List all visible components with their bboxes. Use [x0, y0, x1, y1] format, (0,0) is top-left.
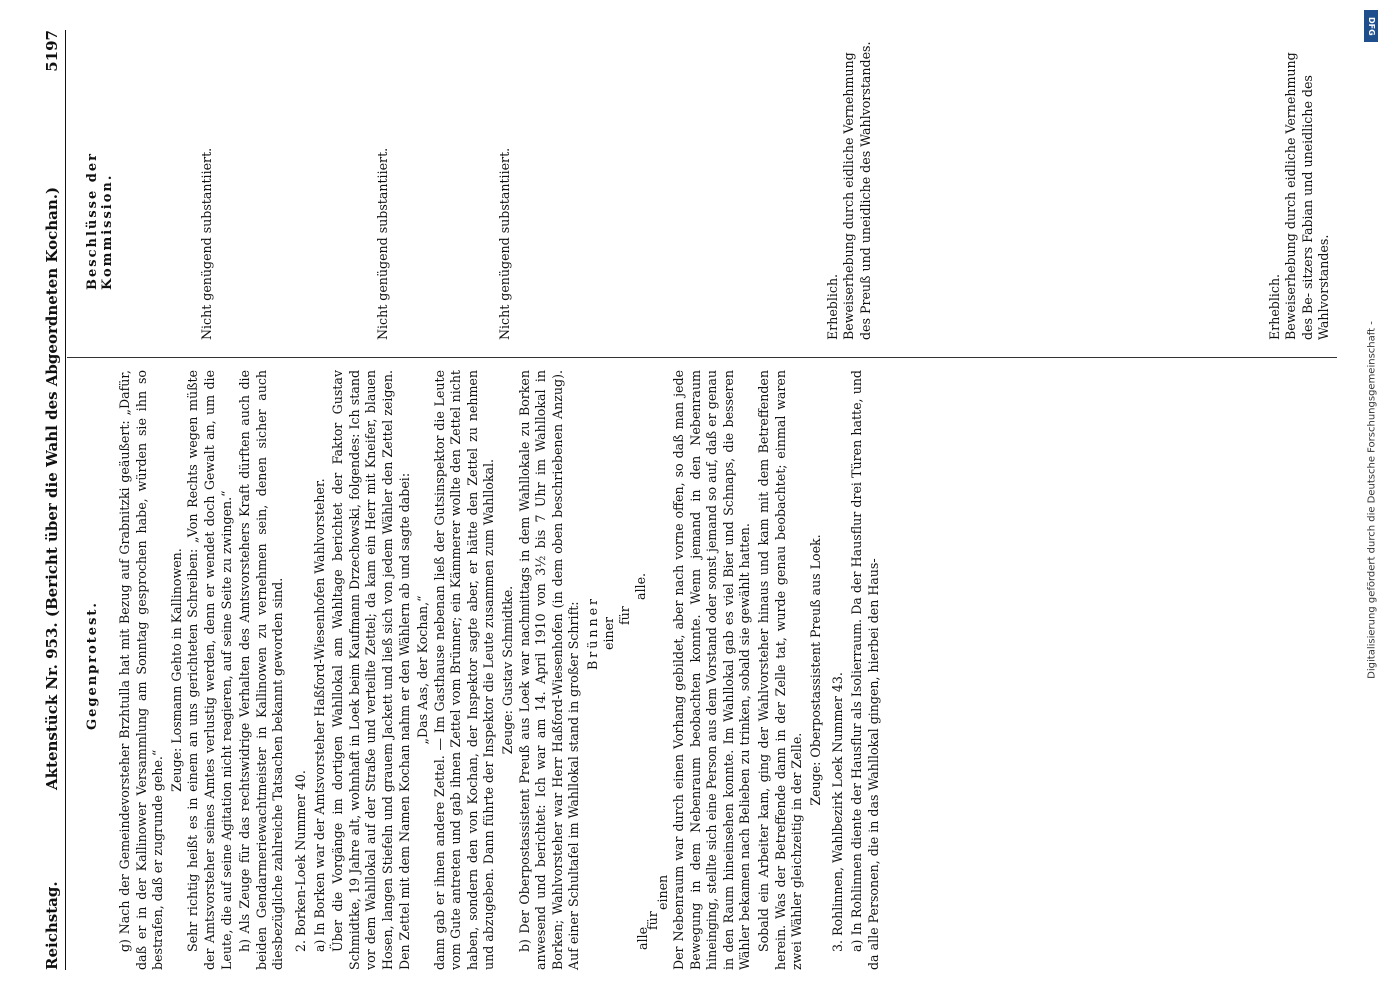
witness-2a: Zeuge: Gustav Schmidtke.	[499, 585, 515, 755]
dfg-logo: DFG	[1364, 10, 1378, 42]
board-line: einer	[600, 616, 616, 650]
paragraph-g: g) Nach der Gemeindevorsteher Brzhtulla hat mit Bezug auf Grabnitzki geäußert: „Dafür, daß er in der Kallinower Versammlung am Sonntag gesprochen habe, würden sie ihn so bestrafen, daß er zugrunde gehe.“	[116, 370, 165, 970]
schoolboard-text	[585, 370, 671, 970]
header-title: Aktenstück Nr. 953. (Bericht über die Wahl des Abgeordneten Kochan.)	[42, 186, 61, 790]
paragraph-g2: Sehr richtig heißt es in einem an uns gerichteten Schreiben: „Von Rechts wegen müßte der Amtsvorsteher seines Amtes verlustig werden, denn er wendet doch Gewalt an, um die Leute, die auf seine Agitation nicht reagieren, auf seine Seite zu zwingen.“	[184, 370, 234, 970]
document-page	[37, 30, 1347, 970]
board-line: für	[616, 606, 632, 625]
left-column-title: Gegenprotest.	[84, 601, 100, 730]
left-column	[117, 370, 1337, 970]
decision-g: Nicht genügend substantiiert.	[198, 147, 214, 340]
decision-h: Nicht genügend substantiiert.	[374, 147, 390, 340]
right-column-title: Beschlüsse der Kommission.	[84, 152, 115, 290]
paragraph-2b: b) Der Oberpostassistent Preuß aus Loek war nachmittags in dem Wahllokale zu Borken anwesend und berichtet: Ich war am 14. April 1910 von 3½ bis 7 Uhr im Wahllokal in Borken; Wahlvorsteher war Herr Haßford-Wiesenhofen (in dem oben beschriebenen Anzug). Auf einer Schultafel im Wahllokal stand in großer Schrift:	[516, 370, 581, 970]
digitization-credit: Digitalisierung gefördert durch die Deutsche Forschungsgemeinschaft -	[1366, 321, 1378, 679]
page-header	[37, 30, 66, 970]
paragraph-h: h) Als Zeuge für das rechtswidrige Verhalten des Amtsvorstehers Kraft dürften auch die beiden Gendarmeriewachtmeister in Kallinowen zu vernehmen sein, denen sicher auch diesbezügliche zahlreiche Tatsachen bekannt geworden sind.	[236, 370, 285, 970]
decision-3a-label: Erheblich.	[1266, 273, 1282, 340]
board-line: alle	[634, 926, 650, 950]
column-divider	[67, 357, 1337, 358]
board-line: alle.	[632, 572, 648, 600]
paragraph-2a: a) In Borken war der Amtsvorsteher Haßford-Wiesenhofen Wahlvorsteher.	[311, 478, 327, 952]
section-3-heading: 3. Rohlinnen, Wahlbezirk Loek Nummer 43.	[829, 672, 845, 952]
paragraph-2a-report: Über die Vorgänge im dortigen Wahllokal am Wahltage berichtet der Faktor Gustav Schmidtke, 19 Jahre alt, wohnhaft in Loek beim Kaufmann Drzechowski, folgendes: Ich stand vor dem Wahllokal auf der Straße und verteilte Zettel; da kam ein Herr mit Kneifer, blauen Hosen, langen Stiefeln und grauem Jackett und ließ sich von jedem Wähler den Zettel zeigen. Den Zettel mit dem Namen Kochan nahm er den Wählern ab und sagte dabei:	[329, 370, 411, 970]
board-line: einen	[654, 874, 670, 910]
paragraph-2a-continued: dann gab er ihnen andere Zettel. — Im Gasthause nebenan ließ der Gutsinspektor die Leute vom Gute antreten und gab ihnen Zettel vom Brünner; ein Kämmerer wollte den Zettel nicht haben, sondern den von Kochan, der Inspektor sagte aber, er hätte den Zettel zu nehmen und abzugeben. Dann führte der Inspektor die Leute zusammen zum Wahllokal.	[431, 370, 496, 970]
page-number: 5197	[42, 30, 61, 72]
decision-2b-text: Beweiserhebung durch eidliche Vernehmung des Preuß und uneidliche des Wahlvorstandes.	[840, 41, 873, 340]
right-column	[117, 30, 1337, 340]
section-2-heading: 2. Borken-Loek Nummer 40.	[292, 770, 308, 952]
witness-g: Zeuge: Losmann Gehto in Kallinowen.	[168, 548, 184, 792]
decision-2b-label: Erheblich.	[824, 273, 840, 340]
quote: „Das Aas, der Kochan,“	[414, 595, 430, 745]
header-left: Reichstag.	[42, 881, 61, 970]
decision-2a: Nicht genügend substantiiert.	[496, 147, 512, 340]
board-line: für	[644, 911, 660, 930]
board-line: Brünner	[584, 595, 600, 670]
paragraph-3a: a) In Rohlinnen diente der Hausflur als Isolierraum. Da der Hausflur drei Türen hatte, und da alle Personen, die in das Wahllokal gingen, hierbei den Haus-	[848, 370, 881, 970]
paragraph-2b-room: Der Nebenraum war durch einen Vorhang gebildet, aber nach vorne offen, so daß man jede Bewegung in dem Nebenraum beobachten konnte. Wenn jemand in den Nebenraum hineinging, stellte sich eine Person aus dem Vorstand oder sonst jemand so auf, daß er genau in den Raum hineinsehen konnte. Im Wahllokal gab es viel Bier und Schnaps, die besseren Wähler bekamen nach Belieben zu trinken, sobald sie gewählt hatten.	[670, 370, 752, 970]
decision-3a-text: Beweiserhebung durch eidliche Vernehmung des Be- sitzers Fabian und uneidliche des Wahlvorstandes.	[1282, 52, 1331, 340]
witness-2b: Zeuge: Oberpostassistent Preuß aus Loek.	[807, 534, 823, 806]
paragraph-2b-worker: Sobald ein Arbeiter kam, ging der Wahlvorsteher hinaus und kam mit dem Betreffenden herein. Was der Betreffende dann in der Zelle tat, wurde genau beobachtet; einmal waren zwei Wähler gleichzeitig in der Zelle.	[755, 370, 804, 970]
